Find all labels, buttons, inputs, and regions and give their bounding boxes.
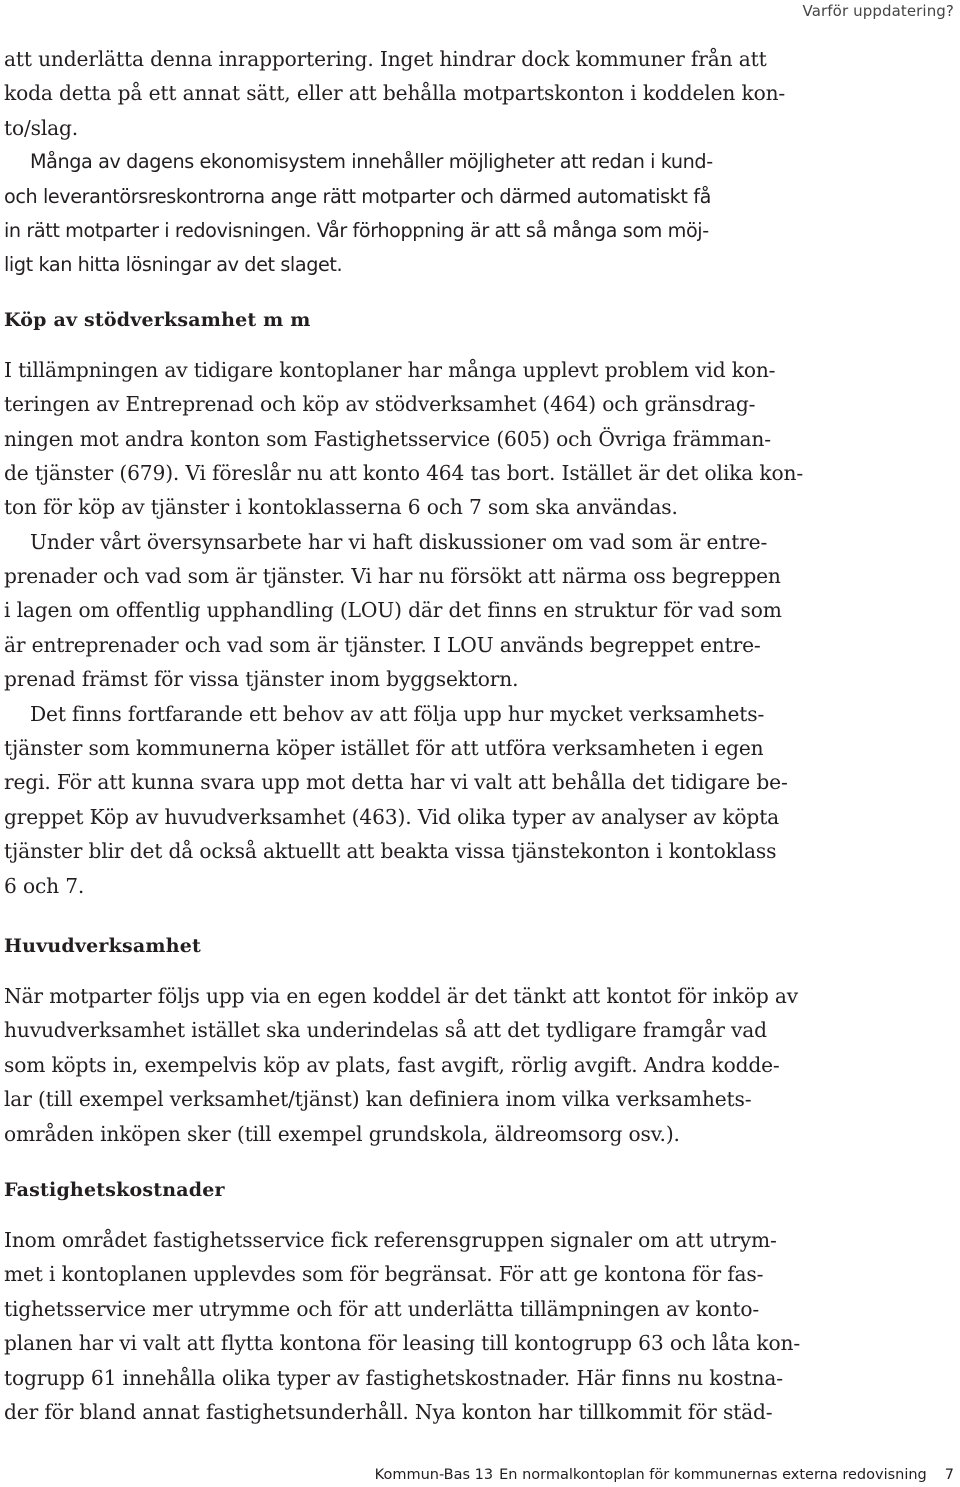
text-line: I tillämpningen av tidigare kontoplaner har många upplevt problem vid kon-: [4, 357, 776, 382]
footer-title: En normalkontoplan för kommunernas externa redovisning: [499, 1467, 927, 1483]
text-line: prenader och vad som är tjänster. Vi har nu försökt att närma oss begreppen: [4, 564, 781, 589]
paragraph: [4, 353, 836, 525]
section-kop-av-stodverksamhet: [4, 307, 836, 903]
paragraph: [4, 1223, 836, 1429]
text-line: ton för köp av tjänster i kontoklasserna 6 och 7 som ska användas.: [4, 495, 678, 520]
page-number: 7: [944, 1467, 954, 1483]
text-line: der för bland annat fastighetsunderhåll. Nya konton har tillkommit för städ-: [4, 1399, 773, 1424]
text-line: Inom området fastighetsservice fick referensgruppen signaler om att utrym-: [4, 1227, 777, 1252]
text-line: Många av dagens ekonomisystem innehåller möjligheter att redan i kund-: [30, 150, 713, 174]
text-line: ningen mot andra konton som Fastighetsservice (605) och Övriga främman-: [4, 426, 771, 451]
text-line: to/slag.: [4, 115, 79, 140]
intro-paragraph: [4, 145, 836, 283]
text-line: 6 och 7.: [4, 873, 85, 898]
section-huvudverksamhet: [4, 933, 836, 1151]
section-heading: Köp av stödverksamhet m m: [4, 308, 311, 331]
paragraph: [4, 697, 836, 903]
text-line: ligt kan hitta lösningar av det slaget.: [4, 253, 343, 277]
text-line: togrupp 61 innehålla olika typer av fastighetskostnader. Här finns nu kostna-: [4, 1365, 783, 1390]
page-footer: [375, 1467, 954, 1483]
text-line: lar (till exempel verksamhet/tjänst) kan definiera inom vilka verksamhets-: [4, 1087, 752, 1112]
text-line: in rätt motparter i redovisningen. Vår förhoppning är att så många som möj-: [4, 218, 709, 242]
text-line: tighetsservice mer utrymme och för att underlätta tillämpningen av konto-: [4, 1296, 760, 1321]
text-line: att underlätta denna inrapportering. Inget hindrar dock kommuner från att: [4, 47, 767, 71]
text-line: met i kontoplanen upplevdes som för begränsat. För att ge kontona för fas-: [4, 1262, 764, 1287]
text-line: regi. För att kunna svara upp mot detta har vi valt att behålla det tidigare be-: [4, 770, 788, 795]
footer-brand: Kommun-Bas 13: [374, 1467, 494, 1483]
paragraph: [4, 525, 836, 697]
text-line: huvudverksamhet istället ska underindelas så att det tydligare framgår vad: [4, 1018, 767, 1043]
running-head: Varför uppdatering?: [802, 2, 954, 20]
text-line: Under vårt översynsarbete har vi haft diskussioner om vad som är entre-: [30, 529, 768, 554]
text-line: de tjänster (679). Vi föreslår nu att konto 464 tas bort. Istället är det olika kon-: [4, 460, 803, 485]
text-line: greppet Köp av huvudverksamhet (463). Vid olika typer av analyser av köpta: [4, 804, 780, 829]
page-body: [4, 42, 836, 1429]
section-heading: Huvudverksamhet: [4, 934, 201, 957]
text-line: prenad främst för vissa tjänster inom byggsektorn.: [4, 667, 519, 692]
text-line: koda detta på ett annat sätt, eller att behålla motpartskonton i koddelen kon-: [4, 81, 786, 106]
text-line: teringen av Entreprenad och köp av stödverksamhet (464) och gränsdrag-: [4, 392, 756, 417]
paragraph: [4, 979, 836, 1151]
text-line: planen har vi valt att flytta kontona för leasing till kontogrupp 63 och låta kon-: [4, 1331, 801, 1356]
text-line: är entreprenader och vad som är tjänster. I LOU används begreppet entre-: [4, 632, 761, 657]
section-fastighetskostnader: [4, 1177, 836, 1429]
intro-paragraph: [4, 42, 836, 145]
section-heading: Fastighetskostnader: [4, 1178, 225, 1201]
text-line: tjänster som kommunerna köper istället för att utföra verksamheten i egen: [4, 736, 764, 761]
text-line: När motparter följs upp via en egen koddel är det tänkt att kontot för inköp av: [4, 983, 799, 1008]
text-line: som köpts in, exempelvis köp av plats, fast avgift, rörlig avgift. Andra kodde-: [4, 1052, 780, 1077]
text-line: tjänster blir det då också aktuellt att beakta vissa tjänstekonton i kontoklass: [4, 839, 777, 864]
text-line: områden inköpen sker (till exempel grundskola, äldreomsorg osv.).: [4, 1121, 680, 1146]
text-line: i lagen om offentlig upphandling (LOU) där det finns en struktur för vad som: [4, 598, 782, 623]
text-line: och leverantörsreskontrorna ange rätt motparter och därmed automatiskt få: [4, 184, 711, 208]
text-line: Det finns fortfarande ett behov av att följa upp hur mycket verksamhets-: [30, 701, 765, 726]
